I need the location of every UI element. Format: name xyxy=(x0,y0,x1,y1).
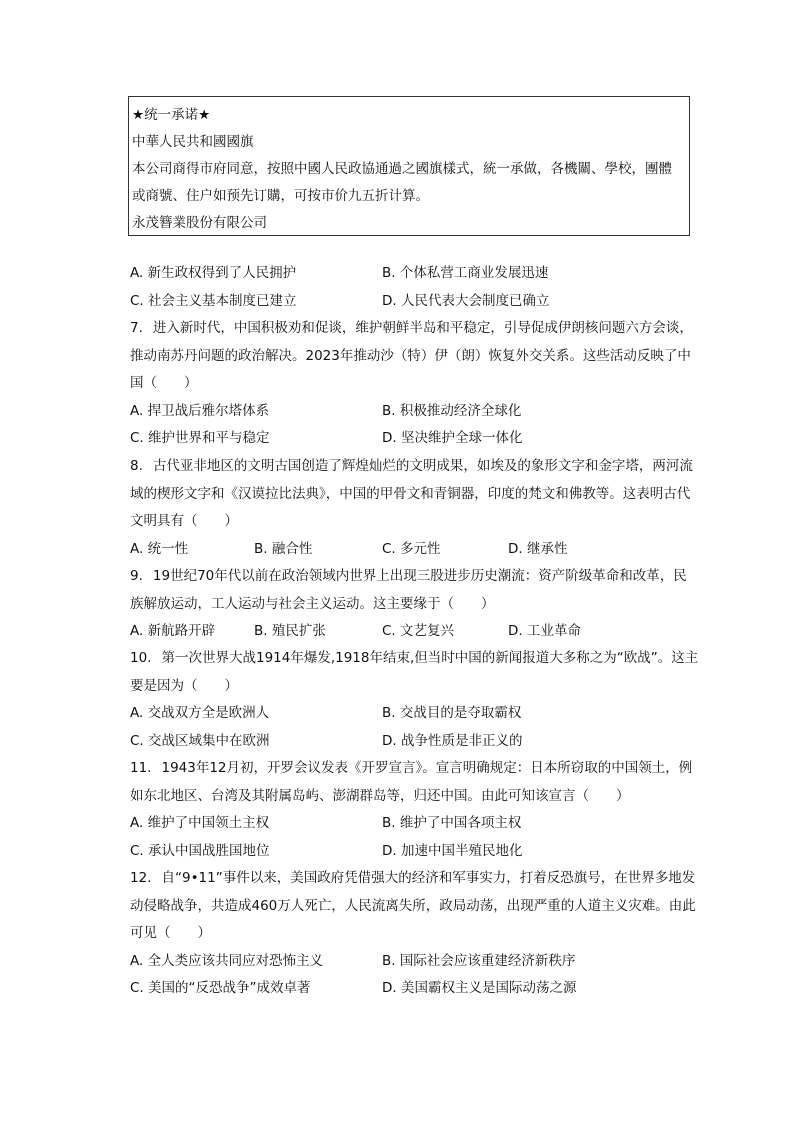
question-text: 进入新时代，中国积极劝和促谈，维护朝鲜半岛和平稳定，引导促成伊朗核问题六方会谈，推动南苏丹问题的政治解决。2023年推动沙（特）伊（朗）恢复外交关系。这些活动反映了中国（ ） xyxy=(130,320,693,391)
option-c: C. 文艺复兴 xyxy=(382,623,455,639)
option-a: A. 捍卫战后雅尔塔体系 xyxy=(130,402,270,419)
option-row xyxy=(130,948,700,976)
question-11 xyxy=(130,755,700,865)
option-row xyxy=(130,618,700,646)
box-line: ★统一承诺★ xyxy=(132,107,211,123)
option-c: C. 承认中国战胜国地位 xyxy=(130,842,270,859)
source-material-box xyxy=(128,96,690,236)
question-stem xyxy=(130,453,700,536)
question-6-options xyxy=(130,260,700,315)
question-number: 8. xyxy=(130,458,143,474)
question-7 xyxy=(130,315,700,453)
question-number: 11. xyxy=(130,760,152,776)
option-a: A. 维护了中国领土主权 xyxy=(130,815,270,831)
option-a: A. 交战双方全是欧洲人 xyxy=(130,705,270,721)
option-d: D. 加速中国半殖民地化 xyxy=(382,842,523,859)
question-stem xyxy=(130,315,700,398)
question-text: 古代亚非地区的文明古国创造了辉煌灿烂的文明成果，如埃及的象形文字和金字塔，两河流域的楔形文字和《汉谟拉比法典》，中国的甲骨文和青铜器，印度的梵文和佛教等。这表明古代文明具有（ ） xyxy=(130,458,693,529)
question-number: 12. xyxy=(130,870,152,886)
question-number: 9. xyxy=(130,568,143,584)
option-b: B. 维护了中国各项主权 xyxy=(382,815,522,831)
question-12 xyxy=(130,865,700,1003)
option-b: B. 融合性 xyxy=(254,540,313,557)
option-a: A. 新航路开辟 xyxy=(130,623,216,639)
option-row xyxy=(130,838,700,866)
option-c: C. 多元性 xyxy=(382,540,441,557)
question-stem xyxy=(130,563,700,618)
option-d: D. 战争性质是非正义的 xyxy=(382,732,523,749)
option-row xyxy=(130,288,700,316)
option-row xyxy=(130,975,700,1003)
question-8 xyxy=(130,453,700,563)
option-b: B. 个体私营工商业发展迅速 xyxy=(382,265,549,281)
option-a: A. 全人类应该共同应对恐怖主义 xyxy=(130,952,324,969)
box-line: 本公司商得市府同意，按照中國人民政協通過之國旗樣式，統一承做，各機關、學校，團體 xyxy=(132,161,672,177)
box-line: 或商號、住户如预先订購，可按市价九五折计算。 xyxy=(132,188,429,204)
option-b: B. 交战目的是夺取霸权 xyxy=(382,705,522,721)
question-text: 自“9•11”事件以来，美国政府凭借强大的经济和军事实力，打着反恐旗号，在世界多地发动侵略战争，共造成460万人死亡，人民流离失所，政局动荡，出现严重的人道主义灾难。由此可见（ ） xyxy=(130,870,696,941)
option-d: D. 继承性 xyxy=(508,540,568,557)
option-d: D. 人民代表大会制度已确立 xyxy=(382,292,550,309)
option-c: C. 美国的“反恐战争”成效卓著 xyxy=(130,980,311,996)
question-stem xyxy=(130,645,700,700)
option-b: B. 殖民扩张 xyxy=(254,623,326,639)
option-d: D. 坚决维护全球一体化 xyxy=(382,430,523,446)
option-b: B. 积极推动经济全球化 xyxy=(382,402,522,419)
option-row xyxy=(130,425,700,453)
option-row xyxy=(130,728,700,756)
question-text: 19世纪70年代以前在政治领域内世界上出现三股进步历史潮流：资产阶级革命和改革，民族解放运动，工人运动与社会主义运动。这主要缘于（ ） xyxy=(130,568,687,612)
option-d: D. 美国霸权主义是国际动荡之源 xyxy=(382,980,577,996)
option-row xyxy=(130,810,700,838)
option-a: A. 统一性 xyxy=(130,540,189,557)
question-9 xyxy=(130,563,700,646)
question-number: 10. xyxy=(130,650,152,666)
option-c: C. 维护世界和平与稳定 xyxy=(130,430,270,446)
option-c: C. 社会主义基本制度已建立 xyxy=(130,292,297,309)
option-row xyxy=(130,398,700,426)
question-number: 7. xyxy=(130,320,143,336)
option-b: B. 国际社会应该重建经济新秩序 xyxy=(382,952,576,969)
question-text: 第一次世界大战1914年爆发,1918年结束,但当时中国的新闻报道大多称之为“欧战”。这主要是因为（ ） xyxy=(130,650,699,694)
box-line: 永茂簪業股份有限公司 xyxy=(132,215,267,231)
option-row xyxy=(130,700,700,728)
option-a: A. 新生政权得到了人民拥护 xyxy=(130,265,297,281)
option-row xyxy=(130,536,700,564)
question-10 xyxy=(130,645,700,755)
question-stem xyxy=(130,755,700,810)
box-line: 中華人民共和國國旗 xyxy=(132,134,254,150)
question-text: 1943年12月初，开罗会议发表《开罗宣言》。宣言明确规定：日本所窃取的中国领土，例如东北地区、台湾及其附属岛屿、澎湖群岛等，归还中国。由此可知该宣言（ ） xyxy=(130,760,693,804)
option-c: C. 交战区域集中在欧洲 xyxy=(130,732,270,749)
question-stem xyxy=(130,865,700,948)
option-row xyxy=(130,260,700,288)
option-d: D. 工业革命 xyxy=(508,623,581,639)
